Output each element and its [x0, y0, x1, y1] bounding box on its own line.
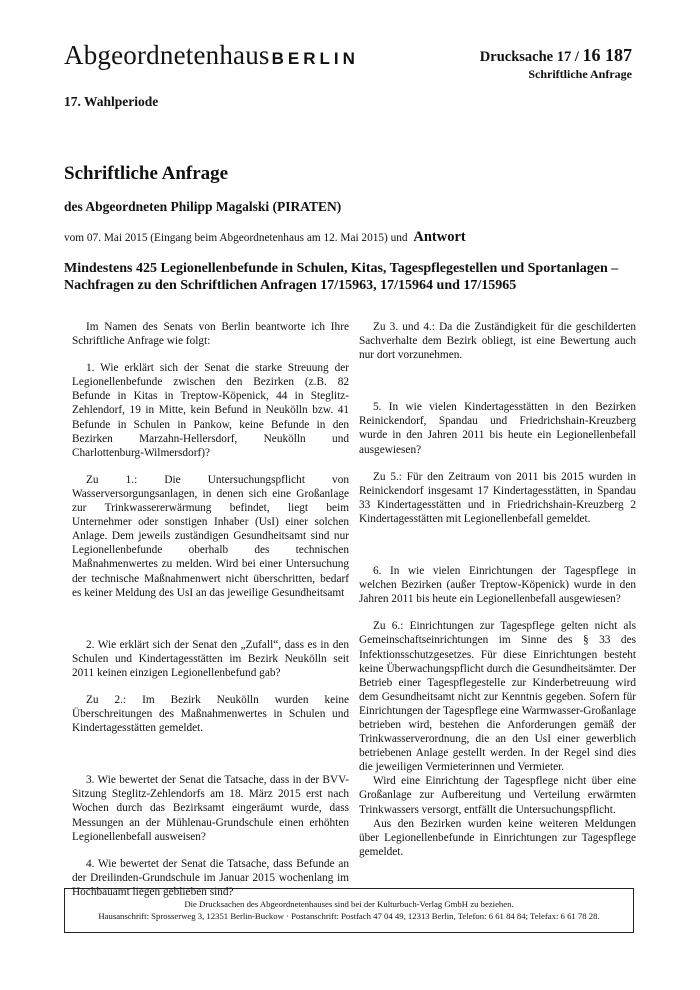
logo-city: BERLIN — [271, 49, 359, 68]
author-line: des Abgeordneten Philipp Magalski (PIRATEN) — [64, 199, 342, 214]
question-6: 6. In wie vielen Einrichtungen der Tagespflege in welchen Bezirken (außer Treptow-Köpenick) wurde in den Jahren 2011 bis heute ein Legionellenbefall ausgewiesen? — [359, 565, 636, 606]
drucksache-value: 16 187 — [582, 45, 632, 65]
left-column — [72, 320, 349, 899]
drucksache-number — [480, 45, 632, 66]
footer-box — [64, 888, 634, 933]
parliament-logo — [64, 40, 359, 71]
subject-heading: Mindestens 425 Legionellenbefunde in Schulen, Kitas, Tagespflegestellen und Sportanlagen – Nachfragen zu den Schriftlichen Anfragen 17/15963, 17/15964 und 17/15965 — [64, 261, 619, 293]
answer-1: Zu 1.: Die Untersuchungspflicht von Wasserversorgungsanlagen, in denen sich eine Großanlage zur Trinkwassererwärmung befindet, liegt beim Unternehmer oder sonstigen Inhaber (UsI) einer solchen Anlage. Dem jeweils zuständigen Gesundheitsamt sind nur Legionellenbefunde oberhalb des technischen Maßnahmenwertes zu melden. Wird bei einer Untersuchung der technische Maßnahmenwert nicht überschritten, bedarf es keiner Meldung des UsI an das jeweilige Gesundheitsamt — [72, 473, 349, 599]
doc-type-label: Schriftliche Anfrage — [528, 67, 632, 81]
answer-2: Zu 2.: Im Bezirk Neukölln wurden keine Überschreitungen des Maßnahmenwertes in Schulen und Kindertagesstätten gemeldet. — [72, 693, 349, 735]
page-title: Schriftliche Anfrage — [64, 163, 229, 184]
wahlperiode: 17. Wahlperiode — [64, 94, 159, 109]
logo-text: Abgeordnetenhaus — [64, 40, 270, 70]
right-column — [359, 320, 636, 859]
answer-6-part-1: Zu 6.: Einrichtungen zur Tagespflege gelten nicht als Gemeinschaftseinrichtungen im Sinne des § 33 des Infektionsschutzgesetzes. Für diese Einrichtungen besteht keine Überwachungspflicht durch die Gesundheitsämter. Der Betrieb einer Tagespflegestelle zur Kinderbetreuung wird dem Gesundheitsamt nicht zur Kenntnis gegeben. Sofern für Einrichtungen der Tagespflege eine Warmwasser-Großanlage betrieben wird, bestehen die Anforderungen gemäß der Trinkwasserverordnung, die an den UsI einer gewerblich betriebenen Anlage gestellt werden. In der Regel sind dies die jeweiligen Vermieterinnen und Vermieter. — [359, 620, 636, 774]
antwort-label: Antwort — [413, 229, 466, 245]
answer-6-part-3: Aus den Bezirken wurden keine weiteren Meldungen über Legionellenbefunde in Einrichtungen zur Tagespflege gemeldet. — [359, 817, 636, 858]
footer-line-1: Die Drucksachen des Abgeordnetenhauses sind bei der Kulturbuch-Verlag GmbH zu beziehen. — [184, 899, 514, 909]
dateline-text: vom 07. Mai 2015 (Eingang beim Abgeordnetenhaus am 12. Mai 2015) und — [64, 232, 408, 244]
answer-5: Zu 5.: Für den Zeitraum von 2011 bis 2015 wurden in Reinickendorf insgesamt 17 Kindertagesstätten, in Spandau 33 Kindertagesstätten und in Friedrichshain-Kreuzberg 2 Kindertagesstätten mit Legionellenbefall gemeldet. — [359, 470, 636, 525]
question-3: 3. Wie bewertet der Senat die Tatsache, dass in der BVV-Sitzung Steglitz-Zehlendorfs am 18. März 2015 erst nach Wochen durch das Bezirksamt eingeräumt wurde, dass Messungen an der Mühlenau-Grundschule einen erhöhten Legionellenbefall ausweisen? — [72, 774, 349, 843]
dateline — [64, 229, 466, 246]
question-2: 2. Wie erklärt sich der Senat den „Zufall“, dass es in den Schulen und Kindertagesstätten im Bezirk Neukölln seit 2011 keinen einzigen Legionellenbefund gab? — [72, 638, 349, 679]
footer-line-2: Hausanschrift: Sprosserweg 3, 12351 Berlin-Buckow · Postanschrift: Postfach 47 04 49, 12313 Berlin, Telefon: 6 61 84 84; Telefax: 6 61 78 28. — [98, 911, 600, 921]
question-1: 1. Wie erklärt sich der Senat die starke Streuung der Legionellenbefunde zwischen den Bezirken (z.B. 82 Befunde in Kitas in Treptow-Köpenick, 44 in Steglitz-Zehlendorf, 19 in Mitte, kein Befund in Neukölln bzw. 41 Befunde in Schulen in Pankow, keine Befunde in den Bezirken Marzahn-Hellersdorf, Neukölln und Charlottenburg-Wilmersdorf)? — [72, 362, 349, 459]
answer-3-4: Zu 3. und 4.: Da die Zuständigkeit für die geschilderten Sachverhalte dem Bezirk obliegt, ist eine Bewertung auch nur dort vorzunehmen. — [359, 321, 636, 362]
question-4: 4. Wie bewertet der Senat die Tatsache, dass Befunde an der Dreilinden-Grundschule im Januar 2015 wochenlang im Hochbauamt liegen geblieben sind? — [72, 857, 349, 898]
answer-6-part-2: Wird eine Einrichtung der Tagespflege nicht über eine Großanlage zur Aufbereitung und Verteilung erwärmten Trinkwassers versorgt, entfällt die Untersuchungspflicht. — [359, 775, 636, 816]
question-5: 5. In wie vielen Kindertagesstätten in den Bezirken Reinickendorf, Spandau und Friedrichshain-Kreuzberg wurde in den Jahren 2011 bis heute ein Legionellenbefall ausgewiesen? — [359, 401, 636, 456]
intro-paragraph: Im Namen des Senats von Berlin beantworte ich Ihre Schriftliche Anfrage wie folgt: — [72, 321, 349, 348]
drucksache-label: Drucksache 17 / — [479, 49, 579, 65]
